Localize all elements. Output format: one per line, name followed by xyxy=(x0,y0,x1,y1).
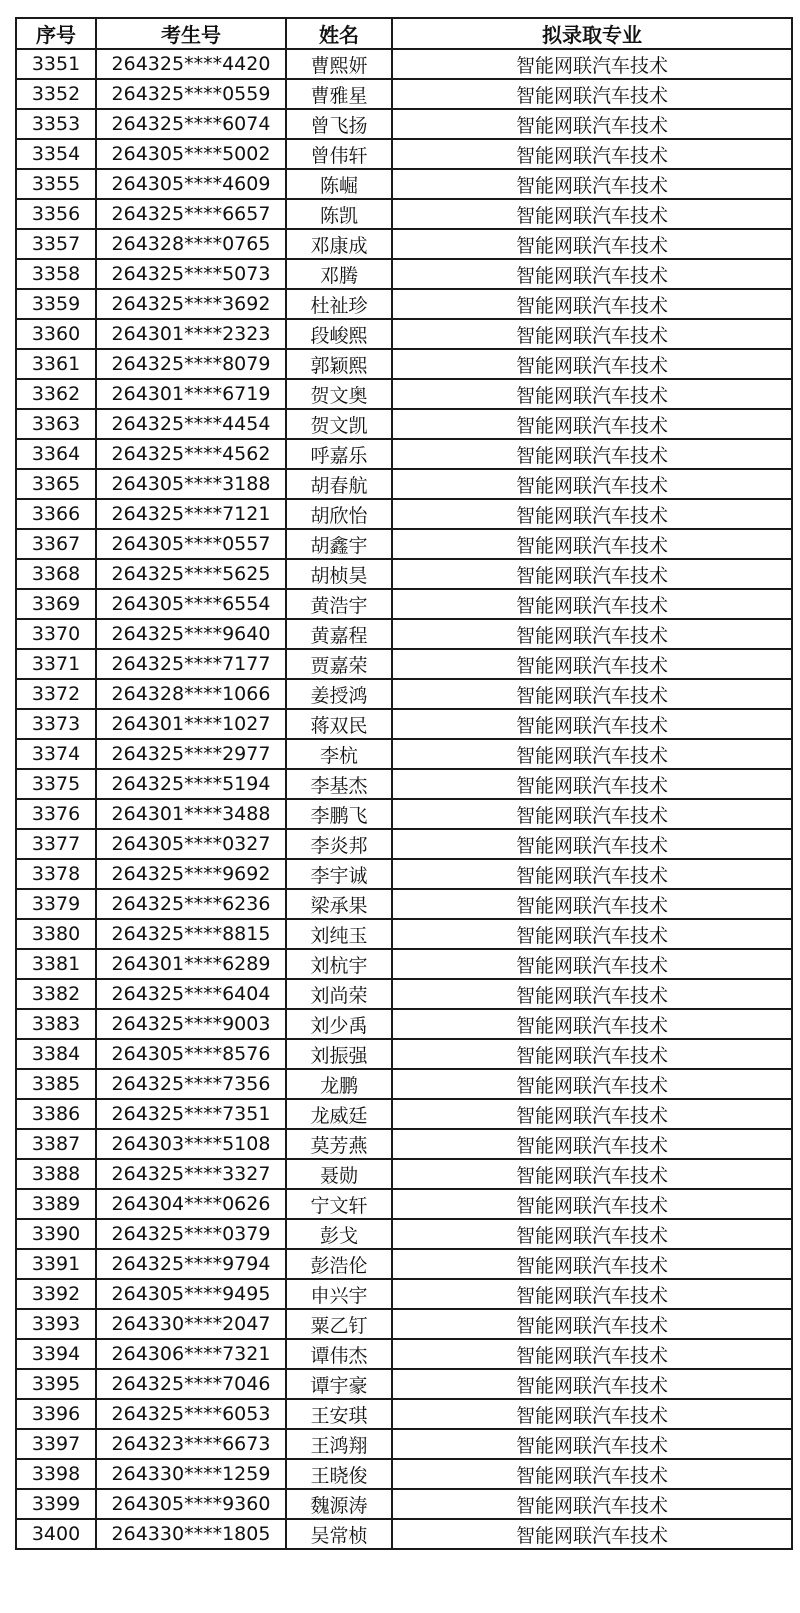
table-row xyxy=(16,1189,792,1219)
cell-name: 彭戈 xyxy=(286,1219,392,1249)
header-exam-id: 考生号 xyxy=(96,18,286,49)
cell-major: 智能网联汽车技术 xyxy=(392,619,792,649)
cell-major: 智能网联汽车技术 xyxy=(392,859,792,889)
table-row xyxy=(16,1429,792,1459)
cell-name: 申兴宇 xyxy=(286,1279,392,1309)
cell-serial: 3373 xyxy=(16,709,96,739)
cell-exam-id: 264325****5073 xyxy=(96,259,286,289)
cell-name: 聂勋 xyxy=(286,1159,392,1189)
cell-serial: 3354 xyxy=(16,139,96,169)
cell-serial: 3378 xyxy=(16,859,96,889)
table-row xyxy=(16,1279,792,1309)
cell-major: 智能网联汽车技术 xyxy=(392,79,792,109)
table-row xyxy=(16,1369,792,1399)
header-serial: 序号 xyxy=(16,18,96,49)
cell-exam-id: 264325****6074 xyxy=(96,109,286,139)
cell-exam-id: 264325****5625 xyxy=(96,559,286,589)
cell-exam-id: 264305****3188 xyxy=(96,469,286,499)
table-row xyxy=(16,649,792,679)
cell-major: 智能网联汽车技术 xyxy=(392,259,792,289)
cell-name: 刘杭宇 xyxy=(286,949,392,979)
cell-name: 姜授鸿 xyxy=(286,679,392,709)
cell-major: 智能网联汽车技术 xyxy=(392,1279,792,1309)
table-row xyxy=(16,1129,792,1159)
cell-major: 智能网联汽车技术 xyxy=(392,439,792,469)
cell-serial: 3398 xyxy=(16,1459,96,1489)
table-row xyxy=(16,739,792,769)
table-row xyxy=(16,889,792,919)
table-row xyxy=(16,439,792,469)
cell-name: 李鹏飞 xyxy=(286,799,392,829)
cell-major: 智能网联汽车技术 xyxy=(392,1009,792,1039)
cell-major: 智能网联汽车技术 xyxy=(392,1189,792,1219)
cell-serial: 3358 xyxy=(16,259,96,289)
table-row xyxy=(16,139,792,169)
cell-serial: 3380 xyxy=(16,919,96,949)
cell-serial: 3387 xyxy=(16,1129,96,1159)
cell-exam-id: 264323****6673 xyxy=(96,1429,286,1459)
cell-exam-id: 264325****3327 xyxy=(96,1159,286,1189)
cell-serial: 3377 xyxy=(16,829,96,859)
cell-major: 智能网联汽车技术 xyxy=(392,499,792,529)
cell-exam-id: 264328****0765 xyxy=(96,229,286,259)
cell-serial: 3369 xyxy=(16,589,96,619)
cell-major: 智能网联汽车技术 xyxy=(392,1459,792,1489)
cell-name: 曹雅星 xyxy=(286,79,392,109)
cell-name: 曾飞扬 xyxy=(286,109,392,139)
cell-name: 邓康成 xyxy=(286,229,392,259)
cell-exam-id: 264304****0626 xyxy=(96,1189,286,1219)
cell-exam-id: 264325****7177 xyxy=(96,649,286,679)
cell-major: 智能网联汽车技术 xyxy=(392,679,792,709)
cell-major: 智能网联汽车技术 xyxy=(392,1399,792,1429)
cell-name: 刘振强 xyxy=(286,1039,392,1069)
cell-major: 智能网联汽车技术 xyxy=(392,769,792,799)
cell-major: 智能网联汽车技术 xyxy=(392,109,792,139)
cell-serial: 3370 xyxy=(16,619,96,649)
table-row xyxy=(16,259,792,289)
cell-exam-id: 264301****2323 xyxy=(96,319,286,349)
cell-serial: 3367 xyxy=(16,529,96,559)
cell-serial: 3366 xyxy=(16,499,96,529)
cell-major: 智能网联汽车技术 xyxy=(392,649,792,679)
cell-name: 蒋双民 xyxy=(286,709,392,739)
admission-table xyxy=(15,17,793,1550)
cell-major: 智能网联汽车技术 xyxy=(392,1099,792,1129)
cell-major: 智能网联汽车技术 xyxy=(392,799,792,829)
cell-major: 智能网联汽车技术 xyxy=(392,1309,792,1339)
cell-serial: 3388 xyxy=(16,1159,96,1189)
cell-exam-id: 264301****6719 xyxy=(96,379,286,409)
cell-serial: 3389 xyxy=(16,1189,96,1219)
table-row xyxy=(16,589,792,619)
cell-exam-id: 264305****5002 xyxy=(96,139,286,169)
cell-name: 胡鑫宇 xyxy=(286,529,392,559)
table-row xyxy=(16,1309,792,1339)
cell-serial: 3355 xyxy=(16,169,96,199)
cell-name: 贾嘉荣 xyxy=(286,649,392,679)
table-row xyxy=(16,79,792,109)
cell-name: 王晓俊 xyxy=(286,1459,392,1489)
header-major: 拟录取专业 xyxy=(392,18,792,49)
cell-exam-id: 264325****0379 xyxy=(96,1219,286,1249)
cell-serial: 3371 xyxy=(16,649,96,679)
cell-name: 李宇诚 xyxy=(286,859,392,889)
cell-name: 王鸿翔 xyxy=(286,1429,392,1459)
table-row xyxy=(16,709,792,739)
cell-exam-id: 264328****1066 xyxy=(96,679,286,709)
table-row xyxy=(16,319,792,349)
cell-name: 吴常桢 xyxy=(286,1519,392,1549)
cell-name: 粟乙钉 xyxy=(286,1309,392,1339)
cell-major: 智能网联汽车技术 xyxy=(392,709,792,739)
cell-name: 曹熙妍 xyxy=(286,49,392,79)
table-row xyxy=(16,1009,792,1039)
cell-exam-id: 264325****9003 xyxy=(96,1009,286,1039)
cell-exam-id: 264325****7356 xyxy=(96,1069,286,1099)
table-row xyxy=(16,1099,792,1129)
cell-name: 贺文凯 xyxy=(286,409,392,439)
cell-serial: 3360 xyxy=(16,319,96,349)
table-row xyxy=(16,379,792,409)
cell-exam-id: 264330****1259 xyxy=(96,1459,286,1489)
cell-major: 智能网联汽车技术 xyxy=(392,379,792,409)
cell-serial: 3364 xyxy=(16,439,96,469)
cell-name: 呼嘉乐 xyxy=(286,439,392,469)
cell-serial: 3361 xyxy=(16,349,96,379)
cell-serial: 3383 xyxy=(16,1009,96,1039)
cell-exam-id: 264305****0557 xyxy=(96,529,286,559)
cell-major: 智能网联汽车技术 xyxy=(392,829,792,859)
table-row xyxy=(16,1399,792,1429)
table-row xyxy=(16,409,792,439)
cell-serial: 3362 xyxy=(16,379,96,409)
header-row xyxy=(16,18,792,49)
cell-name: 杜祉珍 xyxy=(286,289,392,319)
cell-major: 智能网联汽车技术 xyxy=(392,1429,792,1459)
table-row xyxy=(16,49,792,79)
cell-major: 智能网联汽车技术 xyxy=(392,1339,792,1369)
cell-serial: 3386 xyxy=(16,1099,96,1129)
cell-exam-id: 264325****5194 xyxy=(96,769,286,799)
cell-major: 智能网联汽车技术 xyxy=(392,409,792,439)
cell-name: 陈凯 xyxy=(286,199,392,229)
table-row xyxy=(16,1489,792,1519)
table-row xyxy=(16,289,792,319)
table-row xyxy=(16,769,792,799)
cell-major: 智能网联汽车技术 xyxy=(392,319,792,349)
cell-exam-id: 264325****9692 xyxy=(96,859,286,889)
cell-serial: 3357 xyxy=(16,229,96,259)
cell-exam-id: 264305****9360 xyxy=(96,1489,286,1519)
cell-major: 智能网联汽车技术 xyxy=(392,559,792,589)
cell-serial: 3397 xyxy=(16,1429,96,1459)
cell-serial: 3351 xyxy=(16,49,96,79)
cell-name: 莫芳燕 xyxy=(286,1129,392,1159)
cell-serial: 3375 xyxy=(16,769,96,799)
cell-exam-id: 264325****0559 xyxy=(96,79,286,109)
cell-serial: 3395 xyxy=(16,1369,96,1399)
cell-name: 王安琪 xyxy=(286,1399,392,1429)
table-row xyxy=(16,919,792,949)
cell-major: 智能网联汽车技术 xyxy=(392,1369,792,1399)
table-row xyxy=(16,829,792,859)
cell-exam-id: 264330****1805 xyxy=(96,1519,286,1549)
cell-exam-id: 264330****2047 xyxy=(96,1309,286,1339)
table-row xyxy=(16,799,792,829)
cell-serial: 3368 xyxy=(16,559,96,589)
table-row xyxy=(16,1519,792,1549)
cell-name: 龙威廷 xyxy=(286,1099,392,1129)
cell-name: 黄浩宇 xyxy=(286,589,392,619)
cell-major: 智能网联汽车技术 xyxy=(392,1489,792,1519)
cell-exam-id: 264301****6289 xyxy=(96,949,286,979)
cell-exam-id: 264325****7351 xyxy=(96,1099,286,1129)
cell-exam-id: 264325****6236 xyxy=(96,889,286,919)
table-row xyxy=(16,499,792,529)
cell-major: 智能网联汽车技术 xyxy=(392,469,792,499)
cell-major: 智能网联汽车技术 xyxy=(392,1519,792,1549)
cell-major: 智能网联汽车技术 xyxy=(392,949,792,979)
cell-exam-id: 264301****1027 xyxy=(96,709,286,739)
table-row xyxy=(16,349,792,379)
cell-exam-id: 264325****2977 xyxy=(96,739,286,769)
table-row xyxy=(16,169,792,199)
cell-major: 智能网联汽车技术 xyxy=(392,889,792,919)
cell-name: 胡春航 xyxy=(286,469,392,499)
cell-name: 胡欣怡 xyxy=(286,499,392,529)
admission-list xyxy=(15,17,793,1550)
cell-exam-id: 264305****8576 xyxy=(96,1039,286,1069)
table-row xyxy=(16,1249,792,1279)
table-row xyxy=(16,1459,792,1489)
cell-major: 智能网联汽车技术 xyxy=(392,139,792,169)
table-row xyxy=(16,619,792,649)
cell-name: 曾伟轩 xyxy=(286,139,392,169)
cell-major: 智能网联汽车技术 xyxy=(392,1069,792,1099)
table-row xyxy=(16,559,792,589)
table-row xyxy=(16,949,792,979)
cell-major: 智能网联汽车技术 xyxy=(392,169,792,199)
cell-major: 智能网联汽车技术 xyxy=(392,349,792,379)
cell-exam-id: 264325****4454 xyxy=(96,409,286,439)
cell-major: 智能网联汽车技术 xyxy=(392,1249,792,1279)
cell-exam-id: 264325****9640 xyxy=(96,619,286,649)
cell-serial: 3399 xyxy=(16,1489,96,1519)
cell-serial: 3391 xyxy=(16,1249,96,1279)
table-row xyxy=(16,1339,792,1369)
cell-serial: 3353 xyxy=(16,109,96,139)
table-row xyxy=(16,679,792,709)
cell-exam-id: 264305****9495 xyxy=(96,1279,286,1309)
cell-exam-id: 264325****6657 xyxy=(96,199,286,229)
table-row xyxy=(16,529,792,559)
cell-name: 贺文奥 xyxy=(286,379,392,409)
cell-serial: 3382 xyxy=(16,979,96,1009)
cell-name: 段峻熙 xyxy=(286,319,392,349)
cell-name: 刘少禹 xyxy=(286,1009,392,1039)
cell-serial: 3363 xyxy=(16,409,96,439)
cell-exam-id: 264325****8815 xyxy=(96,919,286,949)
cell-name: 郭颖熙 xyxy=(286,349,392,379)
cell-major: 智能网联汽车技术 xyxy=(392,589,792,619)
cell-serial: 3384 xyxy=(16,1039,96,1069)
cell-name: 龙鹏 xyxy=(286,1069,392,1099)
cell-exam-id: 264305****4609 xyxy=(96,169,286,199)
cell-exam-id: 264325****6053 xyxy=(96,1399,286,1429)
cell-name: 谭宇豪 xyxy=(286,1369,392,1399)
cell-exam-id: 264325****3692 xyxy=(96,289,286,319)
cell-serial: 3356 xyxy=(16,199,96,229)
table-row xyxy=(16,199,792,229)
cell-serial: 3372 xyxy=(16,679,96,709)
cell-exam-id: 264301****3488 xyxy=(96,799,286,829)
cell-exam-id: 264325****7046 xyxy=(96,1369,286,1399)
cell-serial: 3379 xyxy=(16,889,96,919)
cell-major: 智能网联汽车技术 xyxy=(392,199,792,229)
cell-major: 智能网联汽车技术 xyxy=(392,739,792,769)
cell-serial: 3394 xyxy=(16,1339,96,1369)
cell-serial: 3396 xyxy=(16,1399,96,1429)
cell-major: 智能网联汽车技术 xyxy=(392,1129,792,1159)
cell-exam-id: 264325****4562 xyxy=(96,439,286,469)
cell-name: 宁文轩 xyxy=(286,1189,392,1219)
cell-exam-id: 264325****8079 xyxy=(96,349,286,379)
cell-name: 胡桢昊 xyxy=(286,559,392,589)
table-row xyxy=(16,1219,792,1249)
cell-exam-id: 264305****0327 xyxy=(96,829,286,859)
cell-exam-id: 264303****5108 xyxy=(96,1129,286,1159)
table-row xyxy=(16,109,792,139)
cell-serial: 3365 xyxy=(16,469,96,499)
cell-exam-id: 264306****7321 xyxy=(96,1339,286,1369)
cell-serial: 3352 xyxy=(16,79,96,109)
cell-serial: 3359 xyxy=(16,289,96,319)
cell-name: 梁承果 xyxy=(286,889,392,919)
table-row xyxy=(16,229,792,259)
cell-major: 智能网联汽车技术 xyxy=(392,919,792,949)
table-row xyxy=(16,1069,792,1099)
table-row xyxy=(16,1039,792,1069)
cell-major: 智能网联汽车技术 xyxy=(392,49,792,79)
table-row xyxy=(16,1159,792,1189)
cell-major: 智能网联汽车技术 xyxy=(392,289,792,319)
table-row xyxy=(16,979,792,1009)
cell-name: 李炎邦 xyxy=(286,829,392,859)
cell-major: 智能网联汽车技术 xyxy=(392,229,792,259)
table-row xyxy=(16,859,792,889)
cell-name: 李杭 xyxy=(286,739,392,769)
cell-name: 刘尚荣 xyxy=(286,979,392,1009)
cell-exam-id: 264325****6404 xyxy=(96,979,286,1009)
cell-name: 邓腾 xyxy=(286,259,392,289)
cell-exam-id: 264325****4420 xyxy=(96,49,286,79)
cell-name: 刘纯玉 xyxy=(286,919,392,949)
cell-name: 魏源涛 xyxy=(286,1489,392,1519)
cell-serial: 3381 xyxy=(16,949,96,979)
cell-name: 彭浩伦 xyxy=(286,1249,392,1279)
cell-major: 智能网联汽车技术 xyxy=(392,1039,792,1069)
cell-serial: 3385 xyxy=(16,1069,96,1099)
cell-serial: 3374 xyxy=(16,739,96,769)
cell-name: 黄嘉程 xyxy=(286,619,392,649)
cell-serial: 3392 xyxy=(16,1279,96,1309)
table-row xyxy=(16,469,792,499)
cell-exam-id: 264325****7121 xyxy=(96,499,286,529)
cell-serial: 3376 xyxy=(16,799,96,829)
header-name: 姓名 xyxy=(286,18,392,49)
cell-name: 谭伟杰 xyxy=(286,1339,392,1369)
cell-name: 李基杰 xyxy=(286,769,392,799)
cell-name: 陈崛 xyxy=(286,169,392,199)
cell-serial: 3390 xyxy=(16,1219,96,1249)
cell-exam-id: 264305****6554 xyxy=(96,589,286,619)
cell-serial: 3393 xyxy=(16,1309,96,1339)
cell-major: 智能网联汽车技术 xyxy=(392,1219,792,1249)
cell-serial: 3400 xyxy=(16,1519,96,1549)
cell-exam-id: 264325****9794 xyxy=(96,1249,286,1279)
cell-major: 智能网联汽车技术 xyxy=(392,1159,792,1189)
cell-major: 智能网联汽车技术 xyxy=(392,979,792,1009)
cell-major: 智能网联汽车技术 xyxy=(392,529,792,559)
